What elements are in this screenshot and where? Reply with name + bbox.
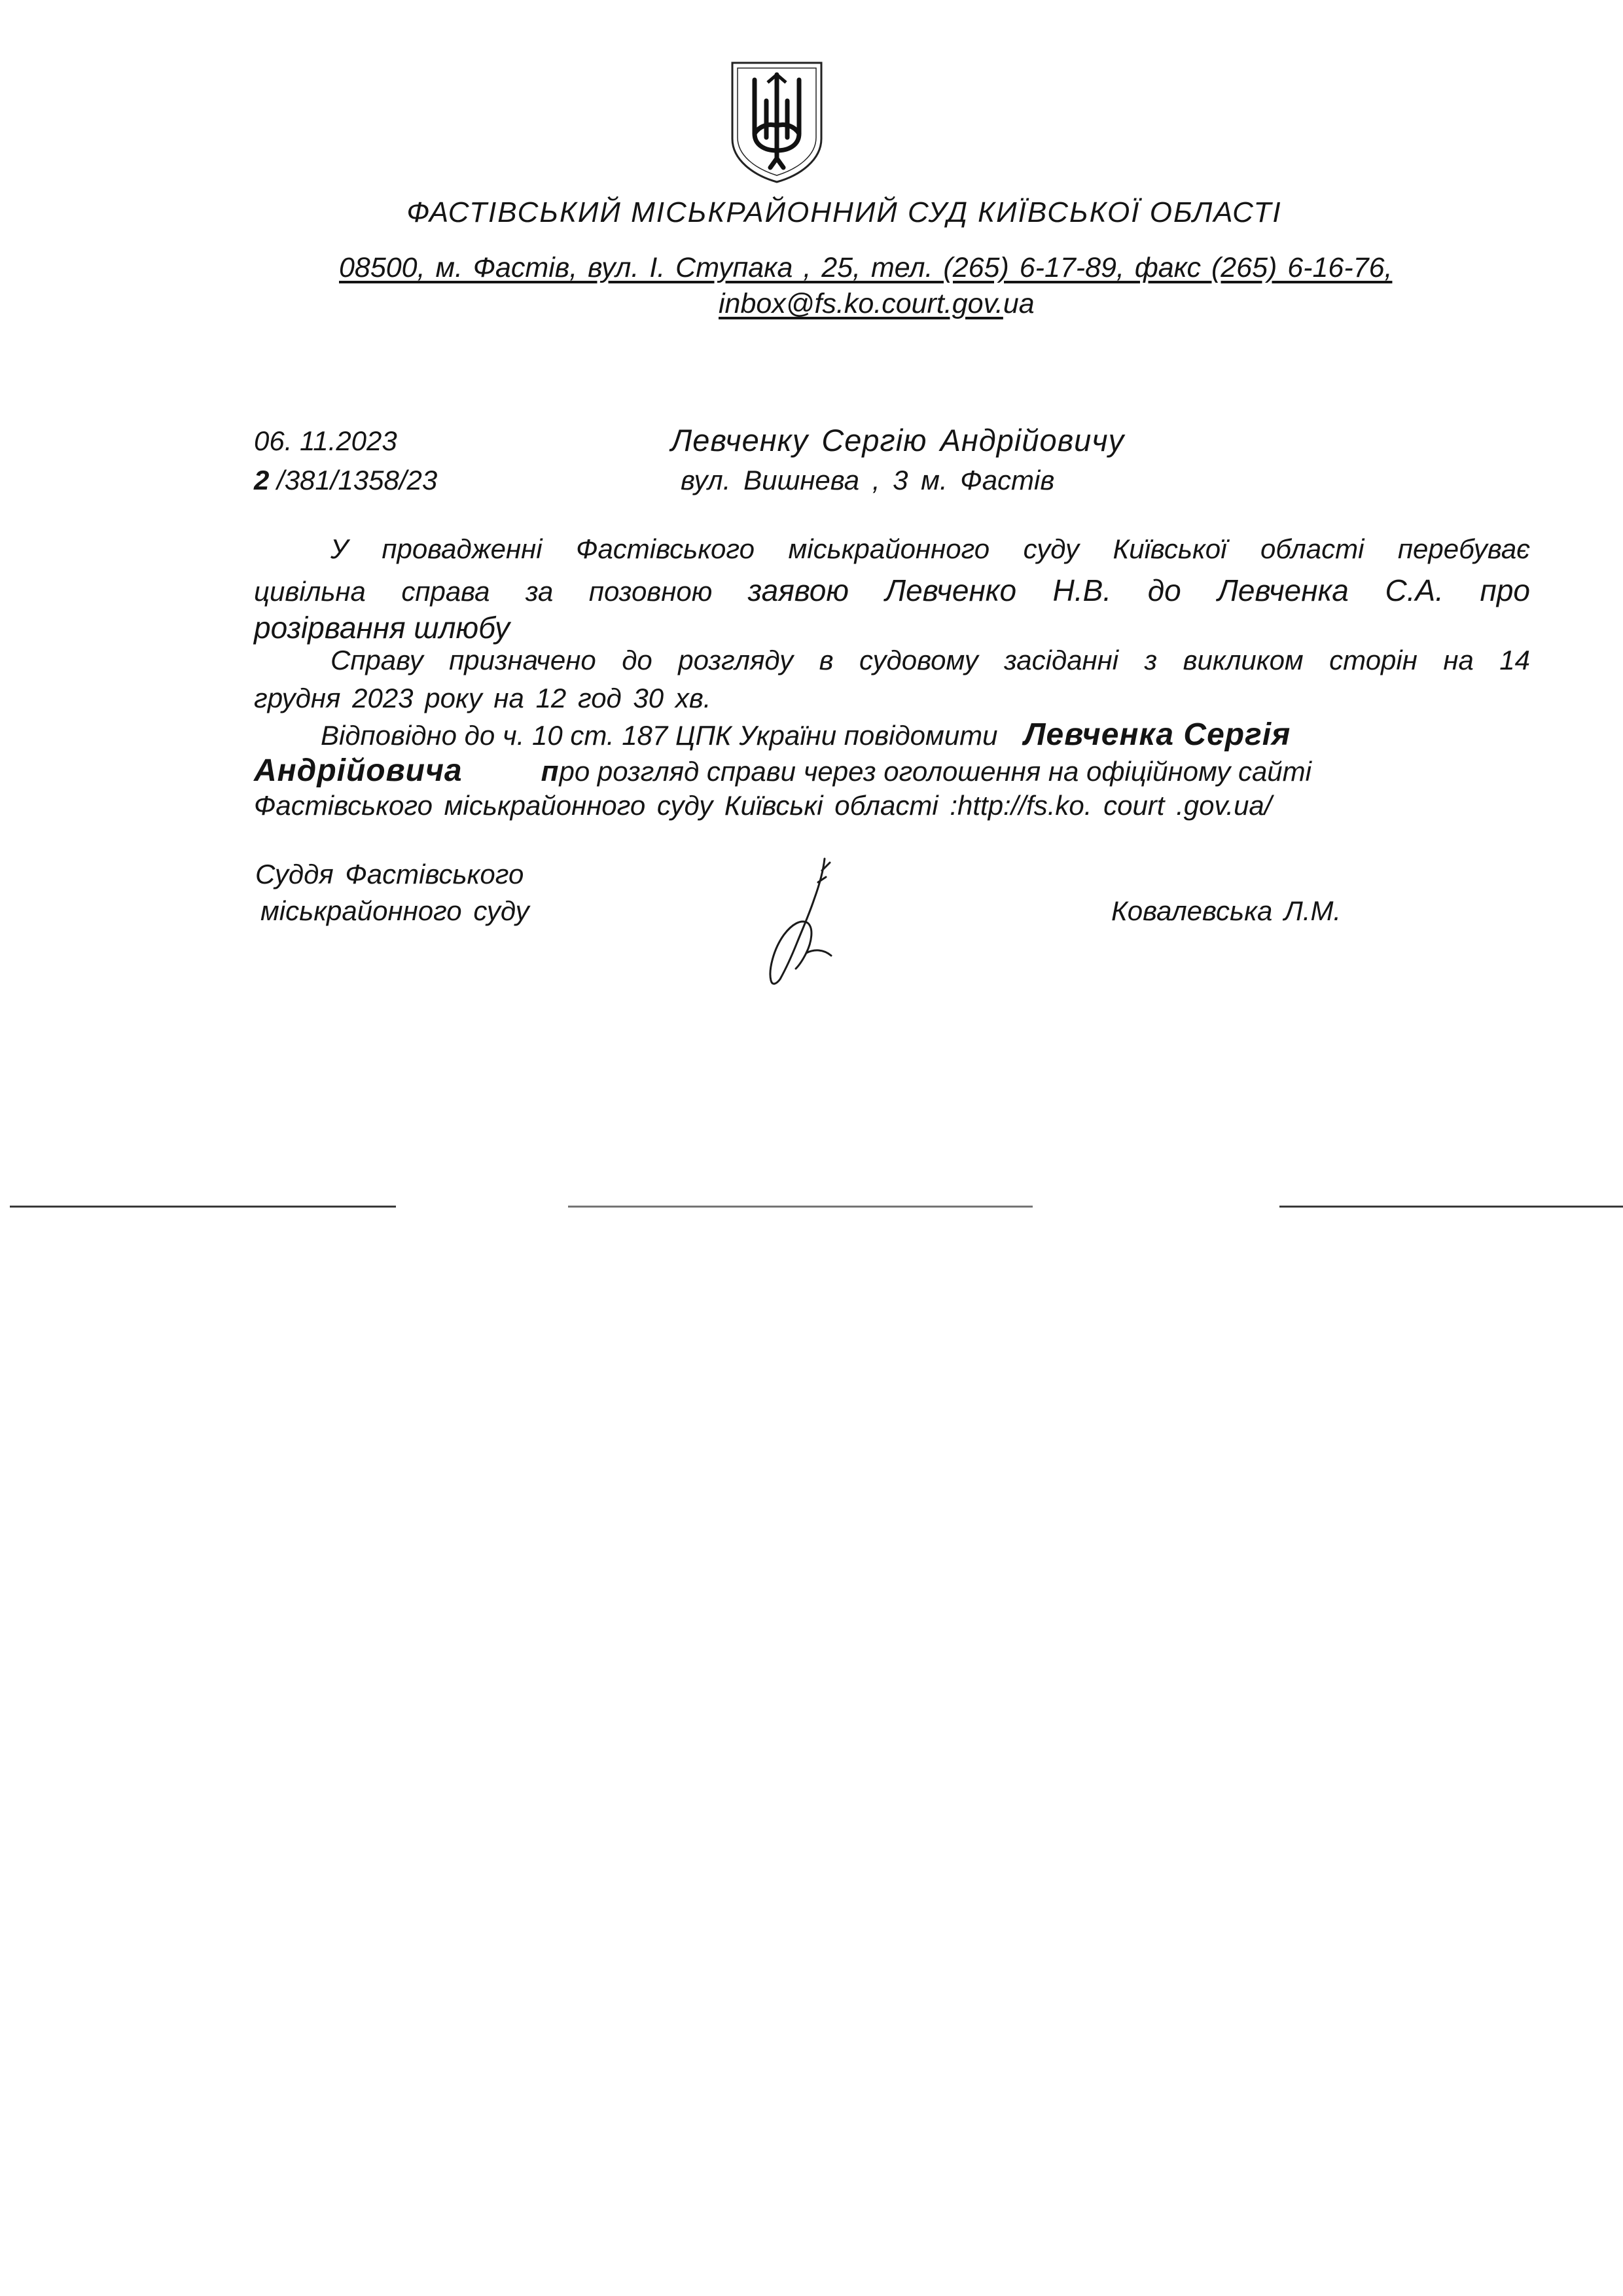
legal-basis-text: Відповідно до ч. 10 ст. 187 ЦПК України повідомити [321,720,998,751]
bold-letter: п [541,755,560,787]
handwritten-signature [746,851,844,988]
paragraph-2-line-1: Справу призначено до розгляду в судовому засіданні з викликом сторін на 14 [330,645,1530,675]
scan-line-right [1279,1206,1623,1208]
court-name: ФАСТІВСЬКИЙ МІСЬКРАЙОННИЙ СУД КИЇВСЬКОЇ ОБЛАСТІ [406,196,1282,228]
judge-name: Ковалевська Л.М. [1111,895,1342,926]
paragraph-3-line-2 [254,753,1465,789]
case-type-text: цивільна справа за позовною [254,576,748,607]
court-email[interactable] [719,288,1035,320]
document-date: 06. 11.2023 [254,425,397,456]
paragraph-1-line-3: розірвання шлюбу [254,611,510,645]
scan-line-left [10,1206,396,1208]
recipient-name: Левченку Сергію Андрійовичу [671,423,1125,457]
reference-number: /381/1358/23 [269,465,438,495]
document-reference [254,465,437,496]
recipient-address: вул. Вишнева , 3 м. Фастів [681,465,1055,495]
notice-text: ро розгляд справи через оголошення на офіційному сайті [559,756,1311,787]
paragraph-3-line-1 [321,717,1291,753]
hearing-date-line: грудня 2023 року на 12 год 30 хв. [254,683,711,713]
court-email-suffix: ua [1003,288,1035,319]
claim-parties-text: заявою Левченко Н.В. до Левченка С.А. про [747,573,1530,607]
judge-title-line-1: Суддя Фастівського [255,859,524,889]
scan-line-center [568,1206,1033,1208]
paragraph-3-line-3: Фастівського міськрайонного суду Київські області :http://fs.ko. court .gov.ua/ [254,790,1272,821]
court-email-address: inbox@fs.ko.court.gov. [719,288,1003,319]
paragraph-1-line-2 [254,573,1530,608]
paragraph-1-line-1: У провадженні Фастівського міськрайонного суду Київської області перебуває [330,533,1530,564]
coat-of-arms-icon [728,60,825,185]
court-address: 08500, м. Фастів, вул. І. Ступака , 25, тел. (265) 6-17-89, факс (265) 6-16-76, [339,252,1393,283]
defendant-patronymic-bold: Андрійовича [254,753,463,788]
judge-title-line-2: міськрайонного суду [260,895,529,926]
defendant-name-bold: Левченка Сергія [1024,717,1291,752]
reference-prefix: 2 [254,465,270,495]
